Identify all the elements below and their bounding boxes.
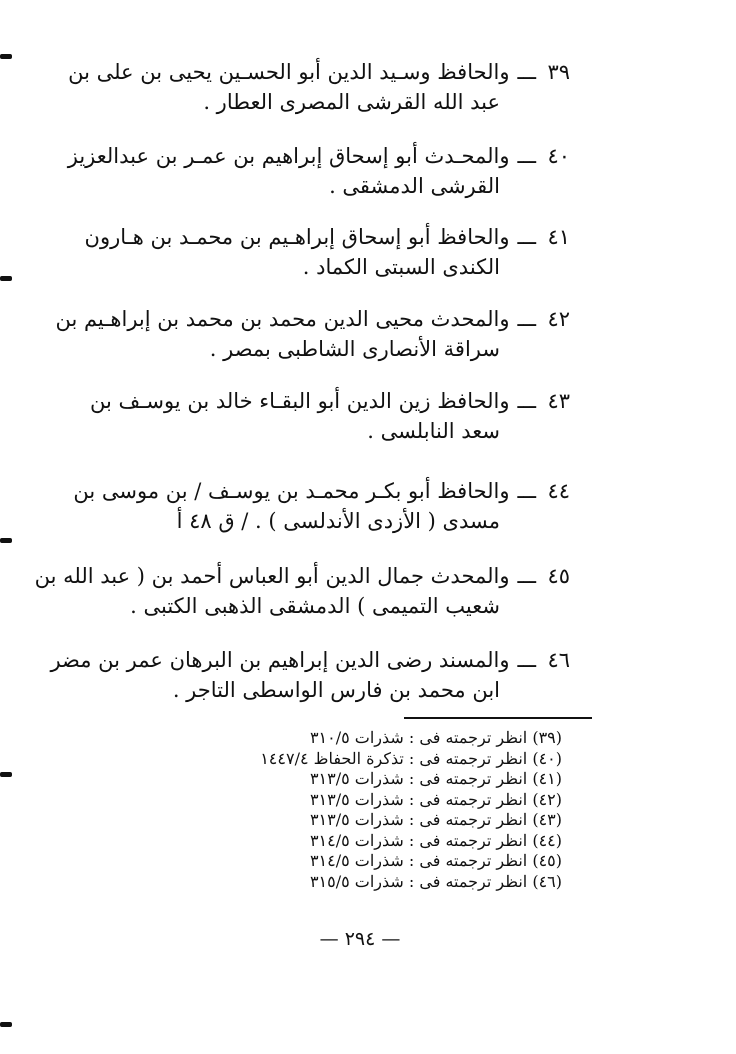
page-number: — ٢٩٤ —	[319, 928, 401, 950]
entry-46	[50, 648, 570, 708]
footnote-43: (٤٣) انظر ترجمته فى : شذرات ٣١٣/٥	[309, 810, 562, 829]
footnote-46: (٤٦) انظر ترجمته فى : شذرات ٣١٥/٥	[309, 871, 562, 891]
footnote-separator	[404, 717, 592, 719]
entry-line-2: شعيب التميمى ) الدمشقى الذهبى الكتبى .	[130, 594, 500, 618]
entry-dash: ـــ	[517, 648, 536, 672]
footnote-40: (٤٠) انظر ترجمته فى : تذكرة الحفاظ ١٤٤٧/٤	[260, 748, 562, 768]
entry-42	[55, 307, 570, 367]
entry-number: ٤٣	[547, 389, 570, 413]
entry-dash: ـــ	[517, 389, 536, 413]
entry-44	[73, 479, 570, 539]
entry-line-1: والحافظ أبو بكـر محمـد بن يوسـف / بن موسى بن	[73, 479, 510, 503]
scan-edge-mark	[0, 772, 12, 777]
entry-line-1: والمحدث محيى الدين محمد بن محمد بن إبراهـيم بن	[55, 307, 510, 331]
footnote-42: (٤٢) انظر ترجمته فى : شذرات ٣١٣/٥	[309, 789, 562, 809]
scan-edge-mark	[0, 54, 12, 59]
entry-line-2: سعد النابلسى .	[367, 419, 500, 443]
entry-line-1: والحافظ زين الدين أبو البقـاء خالد بن يوسـف بن	[89, 389, 510, 413]
entry-dash: ـــ	[517, 307, 536, 331]
entry-number: ٤٠	[547, 144, 570, 168]
entry-line-2: سراقة الأنصارى الشاطبى بمصر .	[209, 337, 500, 361]
entry-dash: ـــ	[517, 479, 536, 503]
entry-line-1: والمحـدث أبو إسحاق إبراهيم بن عمـر بن عبدالعزيز	[67, 144, 510, 168]
entry-dash: ـــ	[517, 225, 536, 249]
scan-edge-mark	[0, 276, 12, 281]
entry-line-1: والمسند رضى الدين إبراهيم بن البرهان عمر بن مضر	[50, 648, 510, 672]
entry-line-1: والمحدث جمال الدين أبو العباس أحمد بن ( عبد الله بن	[34, 564, 510, 588]
entry-line-2: عبد الله القرشى المصرى العطار .	[203, 90, 500, 114]
entry-40	[67, 144, 570, 204]
scan-edge-mark	[0, 1022, 12, 1027]
footnote-45: (٤٥) انظر ترجمته فى : شذرات ٣١٤/٥	[309, 851, 562, 870]
entry-number: ٣٩	[547, 60, 570, 84]
entry-dash: ـــ	[517, 144, 536, 168]
entry-dash: ـــ	[517, 60, 536, 84]
entry-45	[34, 564, 570, 624]
entry-43	[90, 389, 570, 449]
entry-number: ٤٥	[547, 564, 570, 588]
entry-line-1: والحافظ أبو إسحاق إبراهـيم بن محمـد بن هـارون	[84, 225, 510, 249]
entry-line-2: ابن محمد بن فارس الواسطى التاجر .	[172, 678, 500, 702]
entry-line-2: الكندى السبتى الكماد .	[302, 255, 500, 279]
entry-number: ٤٦	[547, 648, 570, 672]
footnote-44: (٤٤) انظر ترجمته فى : شذرات ٣١٤/٥	[309, 830, 562, 850]
entry-dash: ـــ	[517, 564, 536, 588]
footnote-39: (٣٩) انظر ترجمته فى : شذرات ٣١٠/٥	[309, 728, 562, 747]
entry-line-2: مسدى ( الأزدى الأندلسى ) . / ق ٤٨ أ	[176, 509, 500, 533]
entry-number: ٤٤	[547, 479, 570, 503]
entry-39	[68, 60, 570, 120]
entry-number: ٤١	[547, 225, 570, 249]
footnote-41: (٤١) انظر ترجمته فى : شذرات ٣١٣/٥	[309, 769, 562, 788]
scan-edge-mark	[0, 538, 12, 543]
entry-line-2: القرشى الدمشقى .	[329, 174, 500, 198]
footnotes	[200, 728, 562, 892]
entry-number: ٤٢	[547, 307, 570, 331]
entry-41	[84, 225, 570, 285]
entry-line-1: والحافظ وسـيد الدين أبو الحسـين يحيى بن على بن	[68, 60, 510, 84]
